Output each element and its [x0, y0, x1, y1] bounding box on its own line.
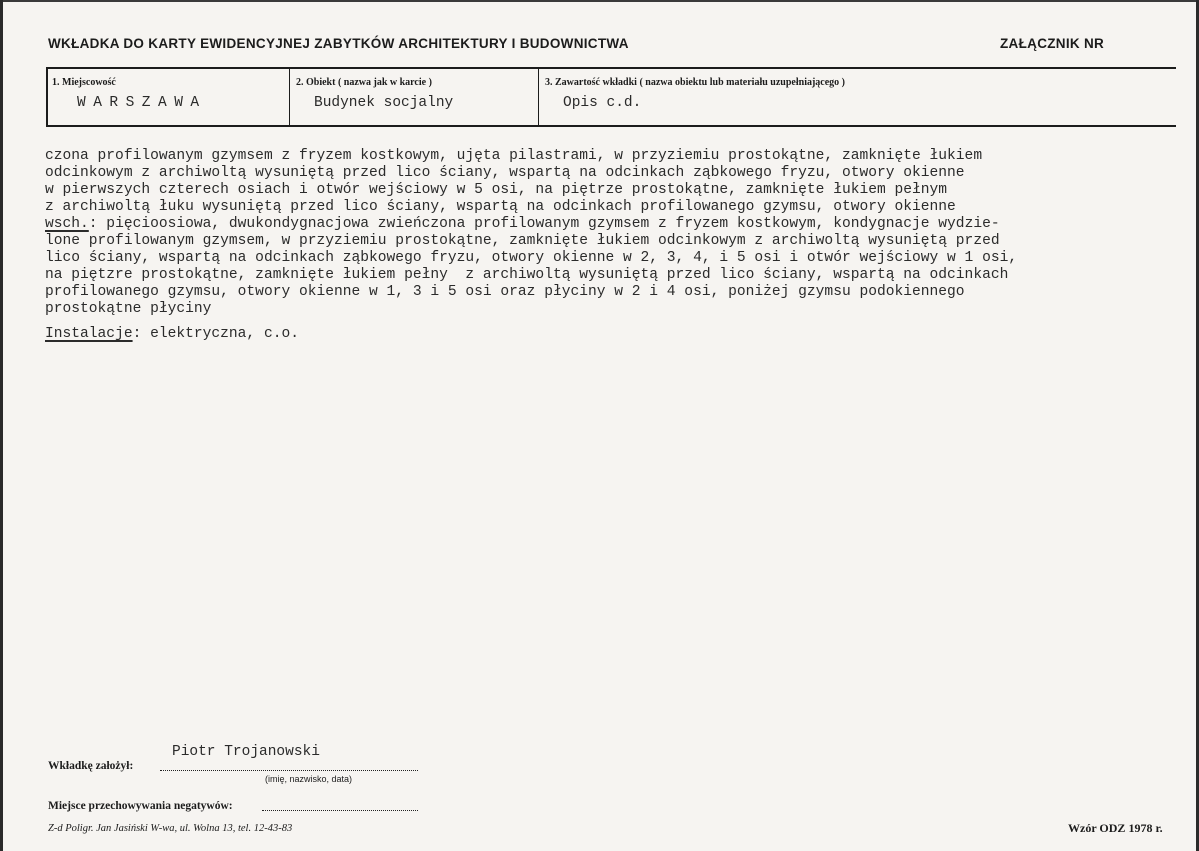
- east-facade-line-4: na piętzre prostokątne, zamknięte łukiem pełny z archiwoltą wysuniętą przed lico ściany, wspartą na odcinkach: [45, 267, 1009, 283]
- description-line-3: w pierwszych czterech osiach i otwór wejściowy w 5 osi, na piętrze prostokątne, zamknięte łukiem pełnym: [45, 182, 948, 198]
- east-facade-line-1: [45, 216, 1193, 233]
- installations-heading: Instalacje: [45, 326, 133, 342]
- east-facade-line-3: lico ściany, wspartą na odcinkach ząbkowego fryzu, otwory okienne w 2, 3, 4, i 5 osi i otwór wejściowy w 1 osi,: [45, 250, 1018, 266]
- header-bottom-rule: [46, 125, 1176, 127]
- negatives-location-label: Miejsce przechowywania negatywów:: [48, 800, 233, 812]
- description-line-1: czona profilowanym gzymsem z fryzem kostkowym, ujęta pilastrami, w przyziemiu prostokątne, zamknięte łukiem: [45, 148, 983, 164]
- installations-text: : elektryczna, c.o.: [132, 326, 299, 342]
- insert-contents-value: Opis c.d.: [563, 95, 642, 111]
- description-line-2: odcinkowym z archiwoltą wysuniętą przed lico ściany, wspartą na odcinkach ząbkowego fryzu, otwory okienne: [45, 165, 965, 181]
- insert-contents-label: 3. Zawartość wkładki ( nazwa obiektu lub materiału uzupełniającego ): [545, 77, 846, 88]
- card-left-edge: [0, 0, 3, 851]
- header-left-rule: [46, 67, 48, 127]
- negatives-dotted-line: [262, 810, 418, 811]
- author-field-hint: (imię, nazwisko, data): [265, 774, 353, 784]
- author-dotted-line: [160, 770, 418, 771]
- form-model-label: Wzór ODZ 1978 r.: [1068, 821, 1163, 835]
- form-title: WKŁADKA DO KARTY EWIDENCYJNEJ ZABYTKÓW ARCHITEKTURY I BUDOWNICTWA: [48, 36, 629, 51]
- locality-value: WARSZAWA: [77, 95, 207, 111]
- locality-label: 1. Miejscowość: [52, 77, 116, 88]
- annex-number-label: ZAŁĄCZNIK NR: [1000, 36, 1105, 51]
- description-line-4: z archiwoltą łuku wysuniętą przed lico ściany, wspartą na odcinkach profilowanego gzymsu, otwory okienne: [45, 199, 956, 215]
- installations-line: [45, 326, 1193, 343]
- header-top-rule: [46, 67, 1176, 69]
- card-top-edge: [0, 0, 1199, 2]
- author-label: Wkładkę założył:: [48, 760, 134, 772]
- east-facade-heading: wsch.: [45, 216, 89, 232]
- author-name: Piotr Trojanowski: [172, 744, 320, 760]
- object-value: Budynek socjalny: [314, 95, 454, 111]
- east-facade-line-5: profilowanego gzymsu, otwory okienne w 1, 3 i 5 osi oraz płyciny w 2 i 4 osi, poniżej gzymsu podokiennego: [45, 284, 965, 300]
- printer-imprint: Z-d Poligr. Jan Jasiński W-wa, ul. Wolna 13, tel. 12-43-83: [48, 823, 293, 834]
- east-facade-text: : pięcioosiowa, dwukondygnacjowa zwieńczona profilowanym gzymsem z fryzem kostkowym, kondygnacje wydzie-: [88, 216, 1000, 232]
- field-separator-2: [538, 69, 539, 125]
- object-label: 2. Obiekt ( nazwa jak w karcie ): [296, 77, 432, 88]
- east-facade-line-6: prostokątne płyciny: [45, 301, 212, 317]
- field-separator-1: [289, 69, 290, 125]
- east-facade-line-2: lone profilowanym gzymsem, w przyziemiu prostokątne, zamknięte łukiem odcinkowym z archiwoltą wysuniętą przed: [45, 233, 1000, 249]
